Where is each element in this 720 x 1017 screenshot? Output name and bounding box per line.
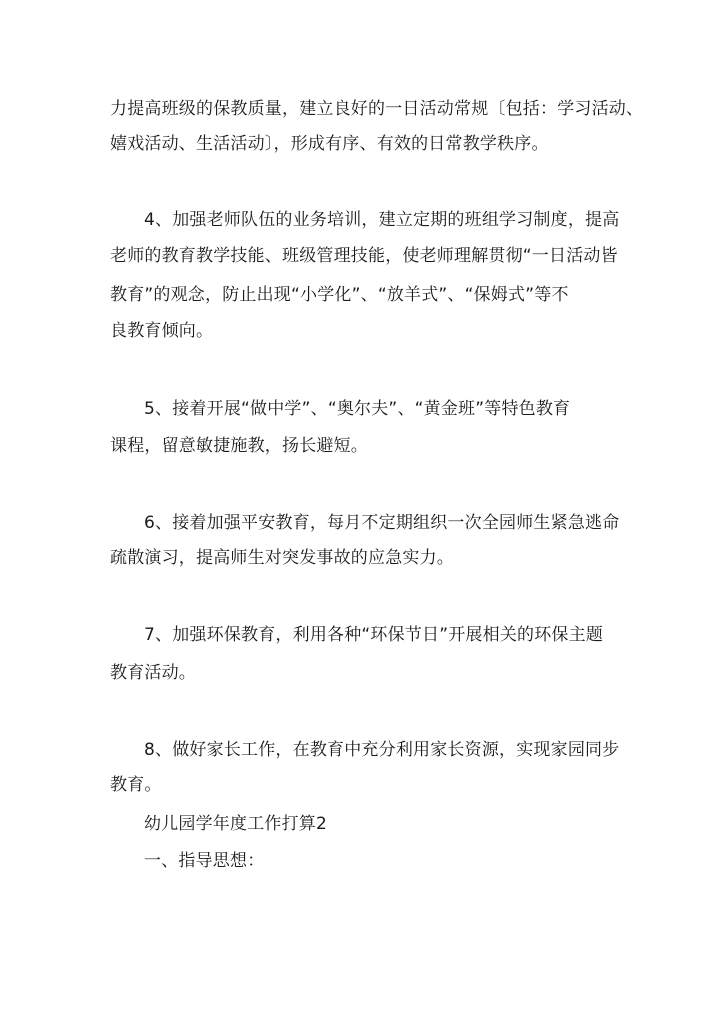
paragraph-4-line-2: 疏散演习，提高师生对突发事故的应急实力。 [110,548,454,568]
paragraph-3-line-1: 5、接着开展“做中学”、“奥尔夫”、“黄金班”等特色教育 [144,399,571,419]
paragraph-6-line-1: 8、做好家长工作，在教育中充分利用家长资源，实现家园同步 [144,740,620,760]
paragraph-6-line-2: 教育。 [110,775,162,795]
paragraph-2-line-4: 良教育倾向。 [110,321,214,341]
paragraph-1-line-2: 嬉戏活动、生活活动〕，形成有序、有效的日常教学秩序。 [110,134,549,154]
subsection-title: 一、指导思想： [144,851,265,871]
paragraph-5-line-2: 教育活动。 [110,663,196,683]
paragraph-2-line-2: 老师的教育教学技能、班级管理技能，使老师理解贯彻“一日活动皆 [110,246,618,266]
paragraph-4-line-1: 6、接着加强平安教育，每月不定期组织一次全园师生紧急逃命 [144,513,620,533]
paragraph-1-line-1: 力提高班级的保教质量，建立良好的一日活动常规〔包括：学习活动、 [110,99,644,119]
section-title: 幼儿园学年度工作打算2 [144,814,328,834]
paragraph-5-line-1: 7、加强环保教育，利用各种“环保节日”开展相关的环保主题 [144,625,604,645]
paragraph-3-line-2: 课程，留意敏捷施教，扬长避短。 [110,436,368,456]
paragraph-2-line-1: 4、加强老师队伍的业务培训，建立定期的班组学习制度，提高 [144,210,620,230]
paragraph-2-line-3: 教育”的观念，防止出现“小学化”、“放羊式”、“保姆式”等不 [110,285,569,305]
